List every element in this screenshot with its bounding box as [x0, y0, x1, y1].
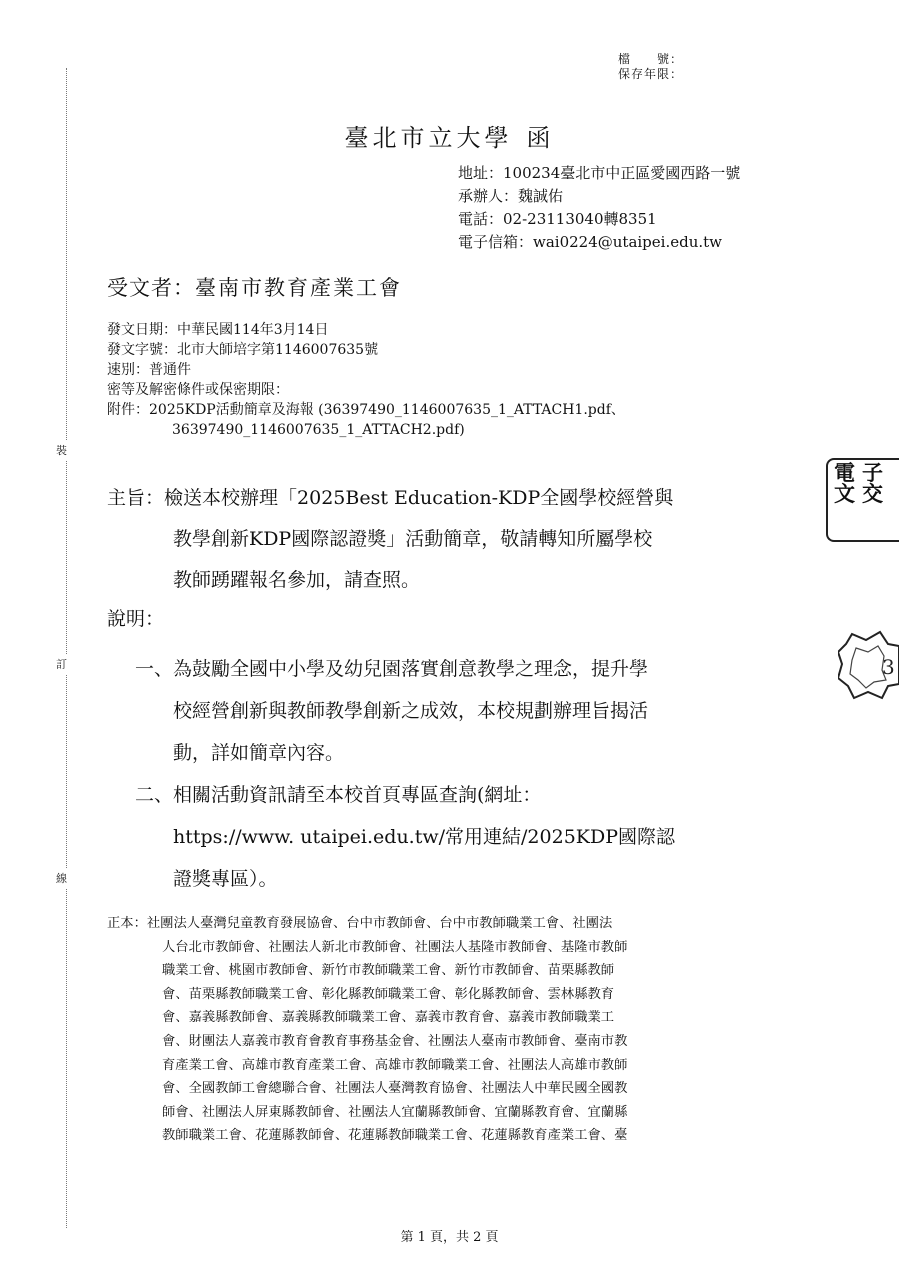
archive-info — [618, 52, 683, 82]
address: 地址：100234臺北市中正區愛國西路一號 — [458, 164, 741, 182]
officer: 承辦人：魏誠佑 — [458, 187, 564, 205]
subject-line-1: 主旨：檢送本校辦理「2025Best Education-KDP全國學校經營與 — [107, 487, 674, 509]
binding-margin-line — [66, 68, 67, 1228]
subject-label: 主旨： — [107, 487, 165, 509]
issue-date: 發文日期：中華民國114年3月14日 — [107, 322, 329, 338]
record-type: 函 — [526, 124, 555, 152]
explanation-label: 說明： — [107, 608, 165, 630]
url-line: https://www. utaipei.edu.tw/常用連結/2025KDP國際認 — [173, 826, 675, 848]
subject-line-3: 教師踴躍報名參加，請查照。 — [173, 569, 421, 591]
binding-mark-middle: 訂 — [56, 654, 67, 674]
exchange-stamp: 電 文 子 交 — [826, 458, 899, 542]
delivery-speed: 速別：普通件 — [107, 362, 191, 378]
phone: 電話：02-23113040轉8351 — [458, 210, 657, 228]
binding-mark-bottom: 線 — [56, 868, 67, 888]
document-number: 發文字號：北市大師培字第1146007635號 — [107, 342, 379, 358]
recipient-label: 受文者： — [107, 276, 195, 300]
copies-section: 正本：社團法人臺灣兒童教育發展協會、台中市教師會、台中市教師職業工會、社團法 人台北市教師會、社團法人新北市教師會、社團法人基隆市教師會、基隆市教師 職業工會、桃園市教師會、新竹市教師職業工會、新竹市教師會、苗栗縣教師 會、苗栗縣教師職業工會、彰化縣教師職業工會、彰化縣教師會、雲林縣教育 會、嘉義縣教師會、嘉義縣教師職業工會、嘉義市教育會、嘉義市教師職業工 會、財團法人嘉義市教育會教育事務基金會、社團法人臺南市教師會、臺南市教 育產業工會、高雄市教育產業工會、高雄市教師職業工會、社團法人高雄市教師 會、全國教師工會總聯合會、社團法人臺灣教育協會、社團法人中華民國全國教 師會、社團法人屏東縣教師會、社團法人宜蘭縣教師會、宜蘭縣教育會、宜蘭縣 教師職業工會、花蓮縣教師會、花蓮縣教師職業工會、花蓮縣教育產業工會、臺 — [107, 916, 628, 1144]
binding-mark-top: 裝 — [56, 440, 67, 460]
contact-block — [458, 162, 740, 254]
retention-period-label: 保存年限： — [618, 67, 684, 81]
recipient-value: 臺南市教育產業工會 — [195, 276, 402, 300]
seal-number: 3 — [882, 655, 895, 679]
copies-label: 正本： — [107, 916, 147, 931]
subject-line-2: 教學創新KDP國際認證獎」活動簡章，敬請轉知所屬學校 — [173, 528, 653, 550]
explanation-item-1: 一、為鼓勵全國中小學及幼兒園落實創意教學之理念，提升學 校經營創新與教師教學創新之成效，本校規劃辦理旨揭活 動，詳如簡章內容。 — [107, 648, 807, 774]
explanation-list — [107, 648, 807, 900]
recipient — [107, 272, 402, 302]
explanation-item-2: 二、相關活動資訊請至本校首頁專區查詢(網址： https://www. utaipei.edu.tw/常用連結/2025KDP國際認 證獎專區）。 — [107, 774, 807, 900]
document-title — [0, 118, 899, 153]
attachment-line-2: 36397490_1146007635_1_ATTACH2.pdf) — [172, 422, 465, 438]
file-number-label: 檔 號： — [618, 52, 684, 66]
attachment-line-1: 附件：2025KDP活動簡章及海報 (36397490_1146007635_1_ATTACH1.pdf、 — [107, 402, 625, 418]
seal-stamp — [838, 630, 899, 700]
security-level: 密等及解密條件或保密期限： — [107, 382, 289, 398]
subject-section — [107, 478, 807, 601]
document-meta — [107, 320, 625, 440]
item-number: 二、 — [134, 784, 173, 806]
issuing-agency: 臺北市立大學 — [344, 124, 513, 152]
email: 電子信箱：wai0224@utaipei.edu.tw — [458, 233, 723, 251]
item-number: 一、 — [134, 658, 173, 680]
page-number: 第 1 頁，共 2 頁 — [400, 1230, 499, 1245]
